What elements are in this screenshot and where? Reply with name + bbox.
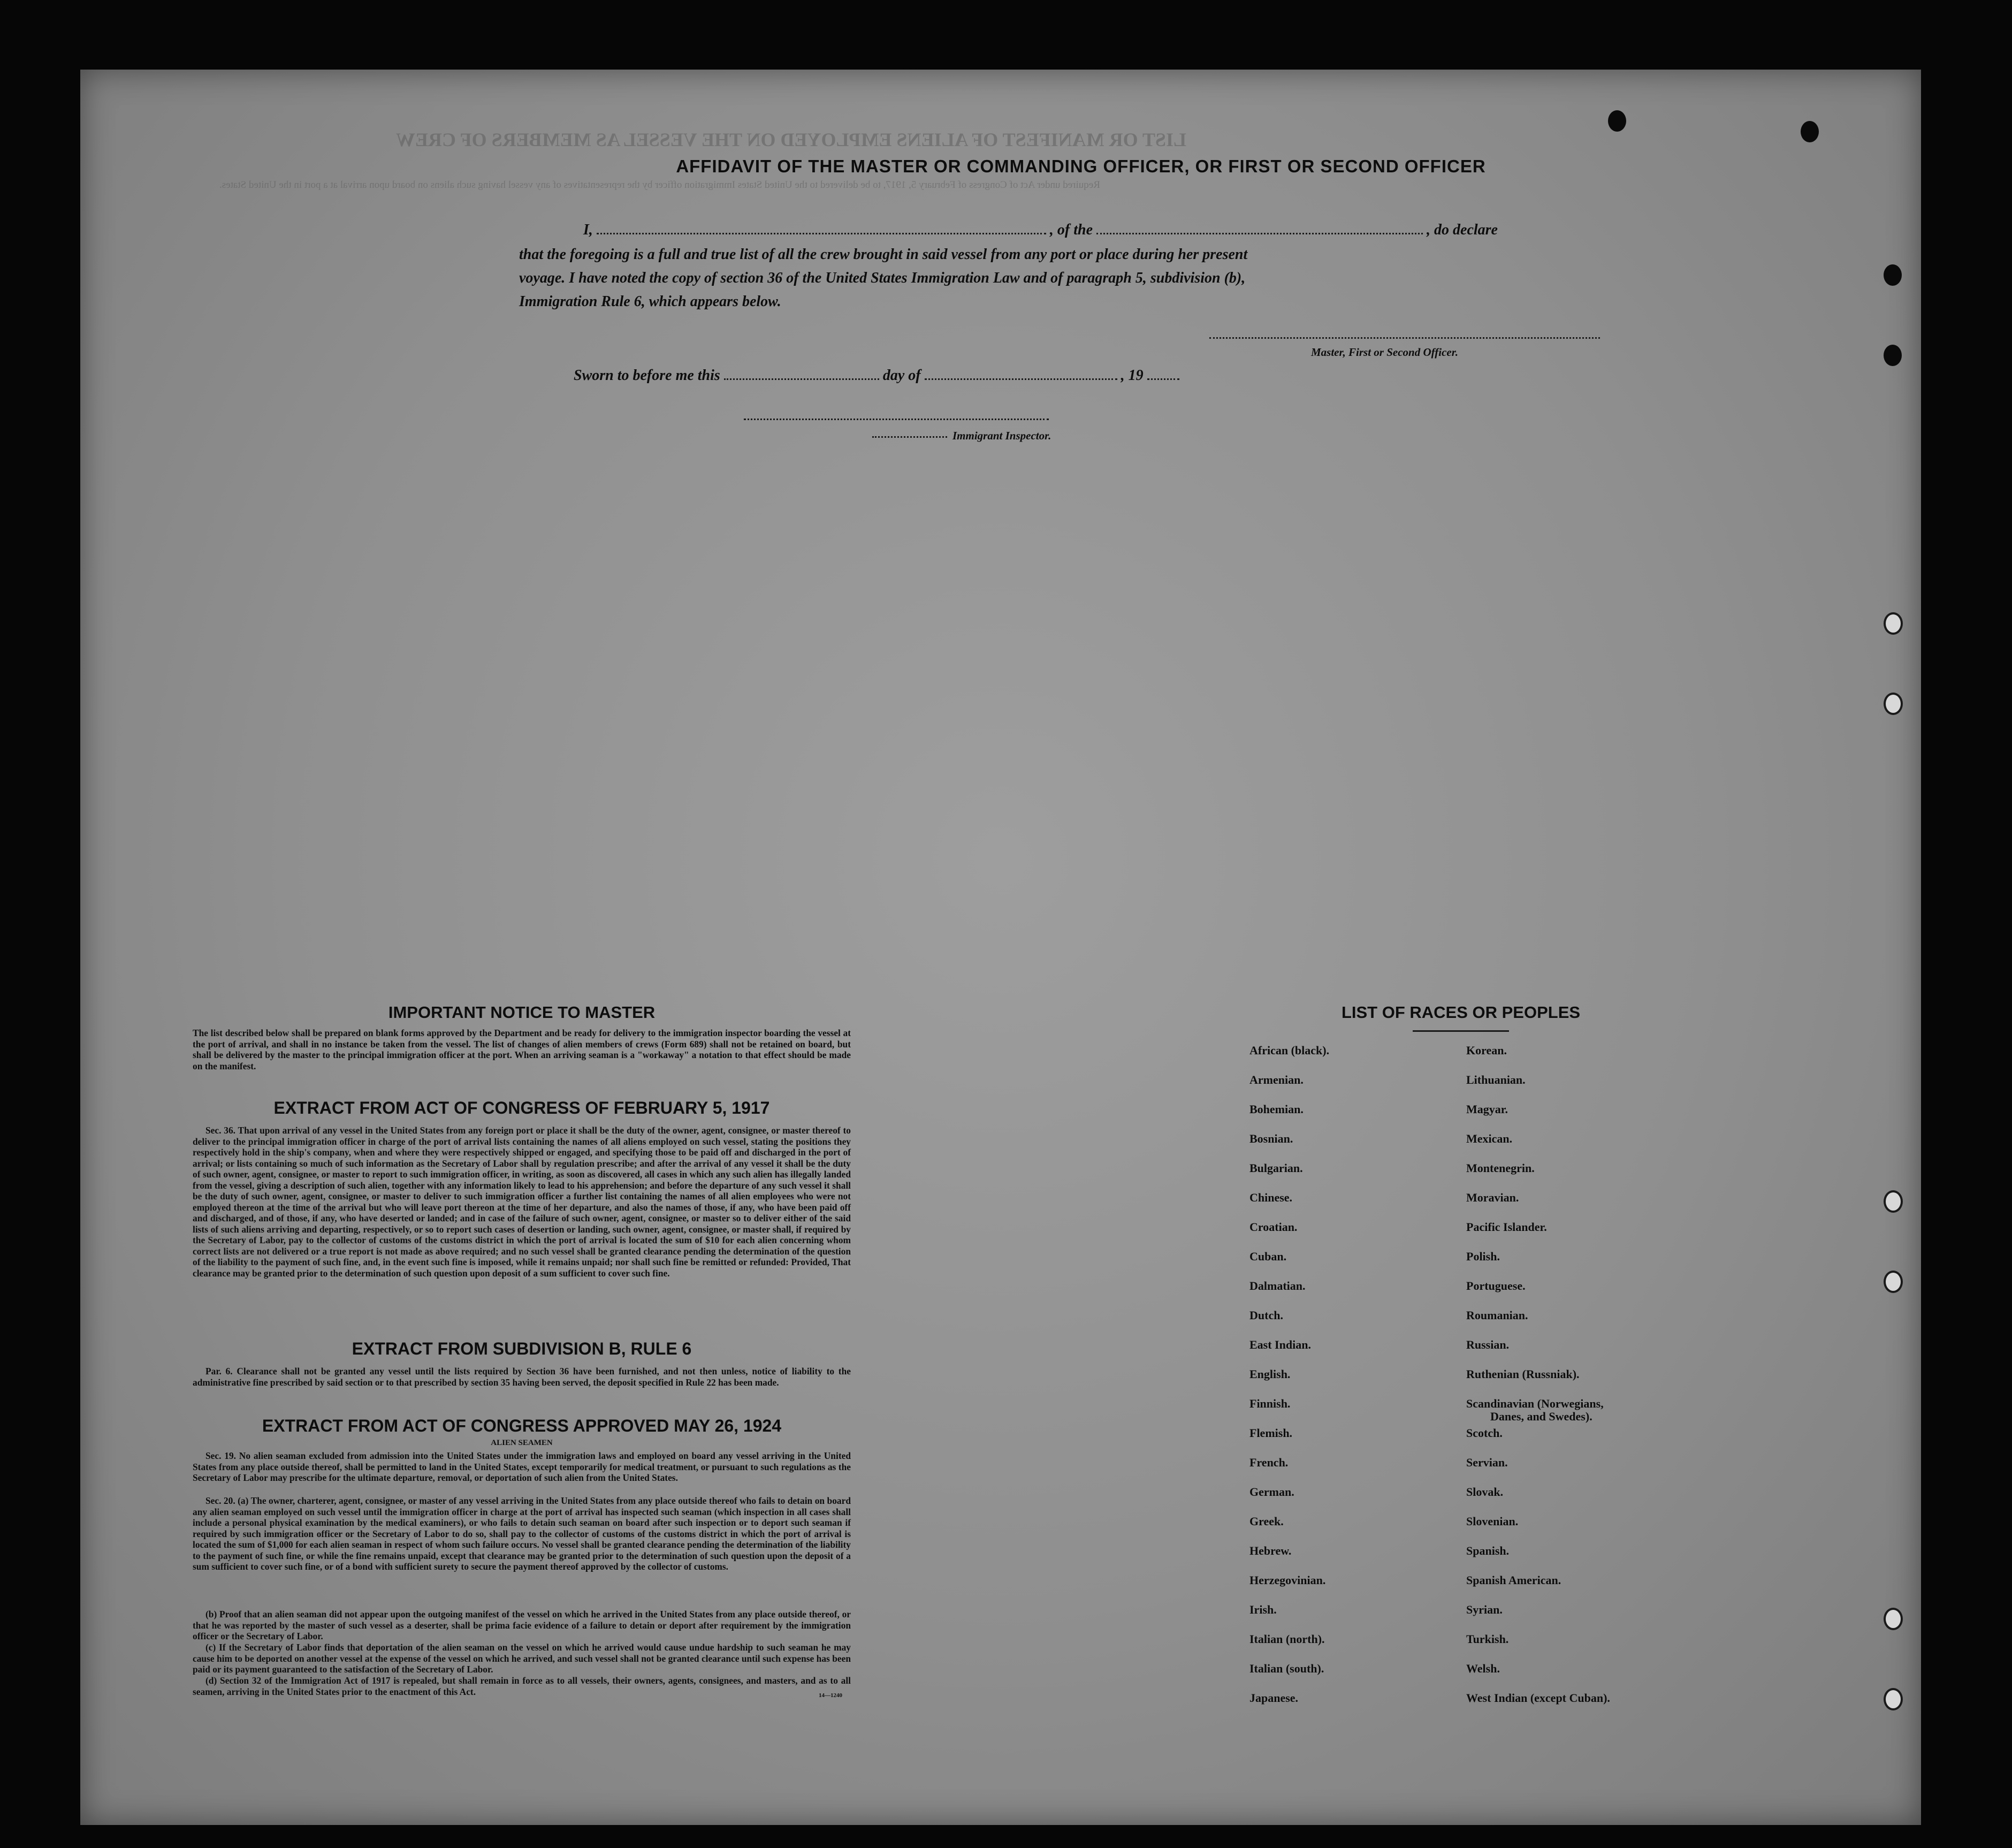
notice-title: IMPORTANT NOTICE TO MASTER <box>388 1003 656 1022</box>
race-item: German. <box>1249 1485 1294 1499</box>
form-number: 14—1240 <box>819 1692 842 1699</box>
race-item: Croatian. <box>1249 1220 1298 1234</box>
affidavit-line-2: that the foregoing is a full and true list of all the crew brought in said vessel from any port or place during her present <box>519 246 1248 263</box>
sworn-year-label: , 19 <box>1121 367 1144 384</box>
bleed-through-subheader: Required under Act of Congress of February 5, 1917, to be delivered to the United States Immigration officer by the representatives of any vessel having such aliens on board upon arrival at a port in the United States. <box>219 179 1100 191</box>
affidavit-line-4: Immigration Rule 6, which appears below. <box>519 293 781 310</box>
sworn-month-blank[interactable] <box>925 376 1117 380</box>
race-item: Flemish. <box>1249 1426 1293 1440</box>
race-item: African (black). <box>1249 1044 1330 1057</box>
race-item: Turkish. <box>1466 1632 1509 1646</box>
affidavit-do-declare: , do declare <box>1427 222 1498 238</box>
extract-1924-sec19: Sec. 19. No alien seaman excluded from admission into the United States under the immigration laws and employed on board any vessel arriving in the United States from any place outside thereof, shall be permitted to land in the United States, except temporarily for medical treatment, or pursuant to such regulations as the Secretary of Labor may prescribe for the ultimate departure, removal, or deportation of such alien from the United States. <box>193 1450 851 1483</box>
affidavit-declaration-line <box>583 222 1498 239</box>
punch-hole-icon <box>1884 693 1903 715</box>
affidavit-line-3: voyage. I have noted the copy of section 36 of the United States Immigration Law and of paragraph 5, subdivision (b), <box>519 270 1246 286</box>
race-item: Roumanian. <box>1466 1309 1528 1322</box>
master-signature-line[interactable] <box>1209 337 1600 339</box>
master-caption: Master, First or Second Officer. <box>1311 346 1458 359</box>
race-item: Bohemian. <box>1249 1102 1304 1116</box>
race-item: Moravian. <box>1466 1191 1519 1204</box>
race-item: Magyar. <box>1466 1102 1508 1116</box>
punch-hole-icon <box>1801 121 1819 142</box>
race-item: Slovak. <box>1466 1485 1504 1499</box>
race-item: Greek. <box>1249 1515 1284 1528</box>
race-item: French. <box>1249 1456 1289 1469</box>
race-item: Servian. <box>1466 1456 1508 1469</box>
race-item: West Indian (except Cuban). <box>1466 1691 1610 1705</box>
name-blank[interactable] <box>597 231 1046 234</box>
race-item: Korean. <box>1466 1044 1507 1057</box>
race-item: Japanese. <box>1249 1691 1299 1705</box>
affidavit-i: I, <box>583 222 593 238</box>
punch-hole-icon <box>1884 1608 1903 1630</box>
affidavit-title: AFFIDAVIT OF THE MASTER OR COMMANDING OFFICER, OR FIRST OR SECOND OFFICER <box>676 156 1486 176</box>
race-item-continuation: Danes, and Swedes). <box>1490 1410 1592 1423</box>
race-item: Mexican. <box>1466 1132 1513 1145</box>
race-item: Portuguese. <box>1466 1279 1526 1292</box>
punch-hole-icon <box>1608 110 1626 132</box>
race-item: Irish. <box>1249 1603 1277 1616</box>
race-item: Pacific Islander. <box>1466 1220 1547 1234</box>
race-item: Spanish. <box>1466 1544 1510 1557</box>
race-item: Italian (south). <box>1249 1662 1324 1675</box>
race-item: Syrian. <box>1466 1603 1503 1616</box>
punch-hole-icon <box>1884 1271 1903 1293</box>
race-item: Chinese. <box>1249 1191 1293 1204</box>
race-item: Bosnian. <box>1249 1132 1293 1145</box>
races-title-rule <box>1413 1030 1509 1032</box>
affidavit-of-the: , of the <box>1049 222 1093 238</box>
race-item: Italian (north). <box>1249 1632 1325 1646</box>
punch-hole-icon <box>1884 345 1902 366</box>
extract-1924-subtitle: ALIEN SEAMEN <box>491 1439 553 1447</box>
race-item: East Indian. <box>1249 1338 1311 1351</box>
race-item: Dalmatian. <box>1249 1279 1306 1292</box>
punch-hole-icon <box>1884 1190 1903 1213</box>
extract-1924-sec20c: (c) If the Secretary of Labor finds that deportation of the alien seaman on the vessel on which he arrived would cause undue hardship to such seaman he may cause him to be deported on another vessel at the expense of the vessel on which he arrived, and such vessel shall not be granted clearance until such expense has been paid or its payment guaranteed to the satisfaction of the Secretary of Labor. <box>193 1642 851 1675</box>
race-item: Scotch. <box>1466 1426 1503 1440</box>
manifest-page <box>80 70 1921 1825</box>
sworn-year-blank[interactable] <box>1147 376 1179 380</box>
extract-1924-sec20a: Sec. 20. (a) The owner, charterer, agent, consignee, or master of any vessel arriving in the United States from any place outside thereof who fails to detain on board any alien seaman employed on such vessel until the immigration officer in charge at the port of arrival has inspected such seaman (which inspection in all cases shall include a personal physical examination by the medical examiners), or who fails to detain such seaman on board after such inspection or to deport such seaman if required by such immigration officer or the Secretary of Labor to do so, shall pay to the collector of customs of the customs district in which the port of arrival is located the sum of $1,000 for each alien seaman in respect of whom such failure occurs. No vessel shall be granted clearance pending the determination of the liability to the payment of such fine, or while the fine remains unpaid, except that clearance may be granted prior to the determination of such question upon the deposit of a sum sufficient to cover such fine, or of a bond with sufficient surety to secure the payment thereof approved by the collector of customs. <box>193 1495 851 1572</box>
sworn-day-label: day of <box>882 367 921 384</box>
race-item: Montenegrin. <box>1466 1161 1535 1175</box>
race-item: Polish. <box>1466 1250 1500 1263</box>
extract-1917-text: Sec. 36. That upon arrival of any vessel in the United States from any foreign port or place it shall be the duty of the owner, agent, consignee, or master thereof to deliver to the principal immigration officer in charge of the port of arrival lists containing the names of all aliens employed on such vessel, stating the positions they respectively hold in the ship's company, when and where they were respectively shipped or engaged, and specifying those to be paid off and discharged in the port of arrival; or lists containing so much of such information as the Secretary of Labor shall by regulation prescribe; and after the arrival of any vessel it shall be the duty of such owner, agent, consignee, or master to report to such immigration officer, in writing, as soon as discovered, all cases in which any such alien has illegally landed from the vessel, giving a description of such alien, together with any information likely to lead to his apprehension; and before the departure of any such vessel it shall be the duty of such owner, agent, consignee, or master to deliver to such immigration officer a further list containing the names of all alien employees who were not employed thereon at the time of the arrival but who will leave port thereon at the time of her departure, and also the names of those, if any, who have been paid off and discharged, and of those, if any, who have deserted or landed; and in case of the failure of such owner, agent, consignee, or master so to deliver either of the said lists of such aliens arriving and departing, respectively, or so to report such cases of desertion or landing, such owner, agent, consignee, or master shall, if required by the Secretary of Labor, pay to the collector of customs of the customs district in which the port of arrival is located the sum of $10 for each alien concerning whom correct lists are not delivered or a true report is not made as above required; and no such vessel shall be granted clearance pending the determination of the question of the liability to the payment of such fine, and, in the event such fine is imposed, while it remains unpaid; nor shall such fine be remitted or refunded: Provided, That clearance may be granted prior to the determination of such question upon deposit of a sum sufficient to cover such fine. <box>193 1125 851 1279</box>
race-item: Ruthenian (Russniak). <box>1466 1367 1580 1381</box>
races-title: LIST OF RACES OR PEOPLES <box>1341 1003 1581 1022</box>
inspector-caption: Immigrant Inspector. <box>952 429 1051 442</box>
race-item: Bulgarian. <box>1249 1161 1303 1175</box>
inspector-caption-leader <box>872 436 947 438</box>
extract-1924-sec20b: (b) Proof that an alien seaman did not appear upon the outgoing manifest of the vessel on which he arrived in the United States from any place outside thereof, or that he was reported by the master of such vessel as a deserter, shall be prima facie evidence of a failure to detain or deport after requirement by the immigration officer or the Secretary of Labor. <box>193 1609 851 1641</box>
punch-hole-icon <box>1884 264 1902 286</box>
inspector-signature-line[interactable] <box>744 419 1049 420</box>
race-item: Finnish. <box>1249 1397 1291 1410</box>
extract-rule6-text: Par. 6. Clearance shall not be granted any vessel until the lists required by Section 36 have been furnished, and not then unless, notice of liability to the administrative fine prescribed by said section or to that prescribed by section 35 having been served, the deposit specified in Rule 22 has been made. <box>193 1366 851 1388</box>
sworn-pre: Sworn to before me this <box>574 367 720 384</box>
race-item: Russian. <box>1466 1338 1510 1351</box>
race-item: Cuban. <box>1249 1250 1287 1263</box>
extract-1924-title: EXTRACT FROM ACT OF CONGRESS APPROVED MAY 26, 1924 <box>262 1416 782 1435</box>
race-item: Spanish American. <box>1466 1573 1561 1587</box>
race-item: Herzegovinian. <box>1249 1573 1326 1587</box>
extract-1924-sec20d: (d) Section 32 of the Immigration Act of 1917 is repealed, but shall remain in force as to all vessels, their owners, agents, consignees, and masters, and as to all seamen, arriving in the United States prior to the enactment of this Act. <box>193 1675 851 1697</box>
race-item: Slovenian. <box>1466 1515 1519 1528</box>
extract-rule6-title: EXTRACT FROM SUBDIVISION B, RULE 6 <box>352 1339 692 1358</box>
notice-text: The list described below shall be prepared on blank forms approved by the Department and be ready for delivery to the immigration inspector boarding the vessel at the port of arrival, and shall in no instance be taken from the vessel. The list of changes of alien members of crews (Form 689) shall not be retained on board, but shall be delivered by the master to the principal immigration officer at the port. When an arriving seaman is a "workaway" a notation to that effect should be made on the manifest. <box>193 1028 851 1071</box>
race-item: Dutch. <box>1249 1309 1283 1322</box>
punch-hole-icon <box>1884 1688 1903 1710</box>
sworn-line <box>574 367 1179 384</box>
bleed-through-header: LIST OR MANIFEST OF ALIENS EMPLOYED ON THE VESSEL AS MEMBERS OF CREW <box>396 129 1187 150</box>
sworn-day-blank[interactable] <box>724 376 879 380</box>
vessel-blank[interactable] <box>1096 231 1423 234</box>
race-item: English. <box>1249 1367 1291 1381</box>
race-item: Armenian. <box>1249 1073 1304 1086</box>
extract-1917-title: EXTRACT FROM ACT OF CONGRESS OF FEBRUARY 5, 1917 <box>273 1098 770 1117</box>
race-item: Hebrew. <box>1249 1544 1292 1557</box>
race-item: Welsh. <box>1466 1662 1500 1675</box>
race-item: Scandinavian (Norwegians, <box>1466 1397 1604 1410</box>
race-item: Lithuanian. <box>1466 1073 1526 1086</box>
punch-hole-icon <box>1884 612 1903 635</box>
